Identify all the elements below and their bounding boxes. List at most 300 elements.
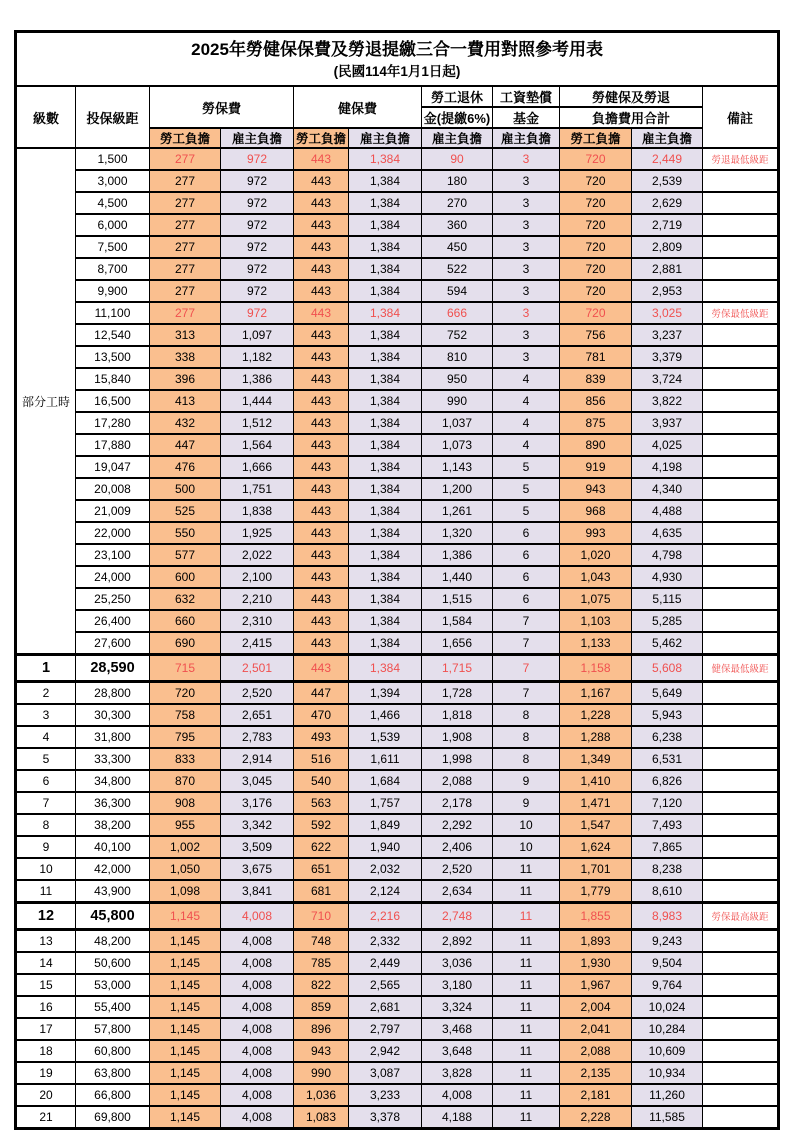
li-employee-cell: 955 bbox=[150, 814, 221, 836]
total-employer-cell: 11,260 bbox=[632, 1084, 703, 1106]
note-cell bbox=[703, 880, 779, 903]
bracket-cell: 17,280 bbox=[76, 412, 150, 434]
fund-employer-cell: 11 bbox=[493, 858, 560, 880]
level-cell: 9 bbox=[16, 836, 76, 858]
hi-employer-cell: 2,681 bbox=[349, 996, 422, 1018]
total-employee-cell: 1,471 bbox=[560, 792, 632, 814]
fund-employer-cell: 3 bbox=[493, 346, 560, 368]
total-employee-cell: 720 bbox=[560, 258, 632, 280]
li-employer-cell: 4,008 bbox=[221, 1062, 294, 1084]
total-employer-cell: 7,120 bbox=[632, 792, 703, 814]
table-row bbox=[16, 814, 779, 836]
total-employer-cell: 2,629 bbox=[632, 192, 703, 214]
pension-employer-cell: 90 bbox=[422, 148, 493, 170]
bracket-cell: 30,300 bbox=[76, 704, 150, 726]
bracket-cell: 9,900 bbox=[76, 280, 150, 302]
bracket-cell: 8,700 bbox=[76, 258, 150, 280]
level-cell: 4 bbox=[16, 726, 76, 748]
level-cell: 7 bbox=[16, 792, 76, 814]
li-employer-cell: 3,509 bbox=[221, 836, 294, 858]
pension-employer-cell: 2,634 bbox=[422, 880, 493, 903]
bracket-cell: 11,100 bbox=[76, 302, 150, 324]
hi-employee-cell: 443 bbox=[294, 214, 349, 236]
bracket-cell: 4,500 bbox=[76, 192, 150, 214]
table-row bbox=[16, 655, 779, 682]
level-cell: 19 bbox=[16, 1062, 76, 1084]
total-employee-cell: 1,075 bbox=[560, 588, 632, 610]
subheader-total-employee: 勞工負擔 bbox=[560, 128, 632, 148]
note-cell bbox=[703, 368, 779, 390]
header-wage-fund-line1: 工資墊償 bbox=[493, 86, 560, 107]
li-employer-cell: 2,501 bbox=[221, 655, 294, 682]
table-row bbox=[16, 1106, 779, 1129]
table-row bbox=[16, 258, 779, 280]
total-employee-cell: 2,228 bbox=[560, 1106, 632, 1129]
table-row bbox=[16, 148, 779, 170]
level-cell: 5 bbox=[16, 748, 76, 770]
total-employer-cell: 7,493 bbox=[632, 814, 703, 836]
total-employer-cell: 6,238 bbox=[632, 726, 703, 748]
li-employee-cell: 476 bbox=[150, 456, 221, 478]
hi-employee-cell: 447 bbox=[294, 682, 349, 705]
li-employee-cell: 396 bbox=[150, 368, 221, 390]
level-cell: 13 bbox=[16, 930, 76, 953]
bracket-cell: 25,250 bbox=[76, 588, 150, 610]
note-cell bbox=[703, 726, 779, 748]
hi-employer-cell: 3,378 bbox=[349, 1106, 422, 1129]
hi-employee-cell: 443 bbox=[294, 148, 349, 170]
fund-employer-cell: 11 bbox=[493, 996, 560, 1018]
fund-employer-cell: 3 bbox=[493, 302, 560, 324]
hi-employer-cell: 2,332 bbox=[349, 930, 422, 953]
fund-employer-cell: 11 bbox=[493, 1084, 560, 1106]
note-cell bbox=[703, 974, 779, 996]
pension-employer-cell: 2,892 bbox=[422, 930, 493, 953]
bracket-cell: 38,200 bbox=[76, 814, 150, 836]
li-employer-cell: 3,342 bbox=[221, 814, 294, 836]
pension-employer-cell: 450 bbox=[422, 236, 493, 258]
hi-employee-cell: 748 bbox=[294, 930, 349, 953]
bracket-cell: 36,300 bbox=[76, 792, 150, 814]
fund-employer-cell: 4 bbox=[493, 412, 560, 434]
li-employee-cell: 277 bbox=[150, 258, 221, 280]
total-employer-cell: 4,488 bbox=[632, 500, 703, 522]
li-employee-cell: 432 bbox=[150, 412, 221, 434]
fund-employer-cell: 3 bbox=[493, 280, 560, 302]
subheader-li-employee: 勞工負擔 bbox=[150, 128, 221, 148]
hi-employee-cell: 443 bbox=[294, 346, 349, 368]
hi-employer-cell: 1,539 bbox=[349, 726, 422, 748]
note-cell bbox=[703, 682, 779, 705]
hi-employer-cell: 1,384 bbox=[349, 346, 422, 368]
bracket-cell: 34,800 bbox=[76, 770, 150, 792]
hi-employer-cell: 1,384 bbox=[349, 324, 422, 346]
hi-employee-cell: 443 bbox=[294, 390, 349, 412]
pension-employer-cell: 594 bbox=[422, 280, 493, 302]
bracket-cell: 66,800 bbox=[76, 1084, 150, 1106]
note-cell bbox=[703, 456, 779, 478]
total-employer-cell: 10,934 bbox=[632, 1062, 703, 1084]
note-cell: 勞保最高級距 bbox=[703, 903, 779, 930]
pension-employer-cell: 522 bbox=[422, 258, 493, 280]
bracket-cell: 23,100 bbox=[76, 544, 150, 566]
fund-employer-cell: 3 bbox=[493, 192, 560, 214]
subheader-hi-employer: 雇主負擔 bbox=[349, 128, 422, 148]
note-cell bbox=[703, 346, 779, 368]
note-cell bbox=[703, 610, 779, 632]
note-cell bbox=[703, 770, 779, 792]
hi-employee-cell: 443 bbox=[294, 412, 349, 434]
hi-employer-cell: 2,797 bbox=[349, 1018, 422, 1040]
hi-employer-cell: 1,384 bbox=[349, 500, 422, 522]
bracket-cell: 20,008 bbox=[76, 478, 150, 500]
hi-employer-cell: 1,384 bbox=[349, 522, 422, 544]
li-employee-cell: 525 bbox=[150, 500, 221, 522]
bracket-cell: 15,840 bbox=[76, 368, 150, 390]
li-employee-cell: 1,145 bbox=[150, 974, 221, 996]
hi-employer-cell: 1,757 bbox=[349, 792, 422, 814]
li-employee-cell: 277 bbox=[150, 280, 221, 302]
title-block bbox=[16, 32, 779, 87]
total-employer-cell: 4,635 bbox=[632, 522, 703, 544]
hi-employer-cell: 1,384 bbox=[349, 148, 422, 170]
li-employer-cell: 3,176 bbox=[221, 792, 294, 814]
pension-employer-cell: 752 bbox=[422, 324, 493, 346]
pension-employer-cell: 1,656 bbox=[422, 632, 493, 655]
hi-employee-cell: 592 bbox=[294, 814, 349, 836]
note-cell bbox=[703, 858, 779, 880]
header-pension-line1: 勞工退休 bbox=[422, 86, 493, 107]
hi-employer-cell: 1,384 bbox=[349, 258, 422, 280]
hi-employee-cell: 710 bbox=[294, 903, 349, 930]
fee-comparison-table bbox=[14, 30, 780, 1130]
li-employer-cell: 4,008 bbox=[221, 1040, 294, 1062]
fund-employer-cell: 11 bbox=[493, 903, 560, 930]
note-cell bbox=[703, 500, 779, 522]
note-cell bbox=[703, 792, 779, 814]
total-employee-cell: 1,779 bbox=[560, 880, 632, 903]
fund-employer-cell: 10 bbox=[493, 836, 560, 858]
level-cell: 20 bbox=[16, 1084, 76, 1106]
hi-employee-cell: 493 bbox=[294, 726, 349, 748]
hi-employer-cell: 2,032 bbox=[349, 858, 422, 880]
fund-employer-cell: 3 bbox=[493, 236, 560, 258]
total-employer-cell: 2,809 bbox=[632, 236, 703, 258]
total-employee-cell: 1,410 bbox=[560, 770, 632, 792]
table-row bbox=[16, 544, 779, 566]
hi-employer-cell: 1,384 bbox=[349, 236, 422, 258]
total-employer-cell: 10,284 bbox=[632, 1018, 703, 1040]
level-cell: 17 bbox=[16, 1018, 76, 1040]
pension-employer-cell: 360 bbox=[422, 214, 493, 236]
total-employer-cell: 3,937 bbox=[632, 412, 703, 434]
fund-employer-cell: 7 bbox=[493, 655, 560, 682]
bracket-cell: 40,100 bbox=[76, 836, 150, 858]
pension-employer-cell: 4,188 bbox=[422, 1106, 493, 1129]
pension-employer-cell: 2,178 bbox=[422, 792, 493, 814]
total-employer-cell: 11,585 bbox=[632, 1106, 703, 1129]
table-row bbox=[16, 996, 779, 1018]
subheader-total-employer: 雇主負擔 bbox=[632, 128, 703, 148]
li-employee-cell: 550 bbox=[150, 522, 221, 544]
total-employer-cell: 2,719 bbox=[632, 214, 703, 236]
note-cell bbox=[703, 1084, 779, 1106]
fund-employer-cell: 3 bbox=[493, 258, 560, 280]
total-employee-cell: 2,041 bbox=[560, 1018, 632, 1040]
bracket-cell: 16,500 bbox=[76, 390, 150, 412]
pension-employer-cell: 990 bbox=[422, 390, 493, 412]
table-row bbox=[16, 1062, 779, 1084]
fund-employer-cell: 4 bbox=[493, 368, 560, 390]
total-employee-cell: 2,181 bbox=[560, 1084, 632, 1106]
hi-employer-cell: 2,124 bbox=[349, 880, 422, 903]
fund-employer-cell: 6 bbox=[493, 588, 560, 610]
li-employer-cell: 972 bbox=[221, 214, 294, 236]
total-employee-cell: 1,893 bbox=[560, 930, 632, 953]
total-employee-cell: 839 bbox=[560, 368, 632, 390]
li-employee-cell: 277 bbox=[150, 148, 221, 170]
hi-employer-cell: 1,940 bbox=[349, 836, 422, 858]
pension-employer-cell: 2,748 bbox=[422, 903, 493, 930]
li-employer-cell: 2,022 bbox=[221, 544, 294, 566]
fund-employer-cell: 3 bbox=[493, 214, 560, 236]
hi-employer-cell: 1,384 bbox=[349, 192, 422, 214]
subheader-li-employer: 雇主負擔 bbox=[221, 128, 294, 148]
bracket-cell: 33,300 bbox=[76, 748, 150, 770]
total-employee-cell: 1,701 bbox=[560, 858, 632, 880]
table-row bbox=[16, 302, 779, 324]
fund-employer-cell: 11 bbox=[493, 1062, 560, 1084]
li-employer-cell: 4,008 bbox=[221, 903, 294, 930]
li-employer-cell: 2,651 bbox=[221, 704, 294, 726]
bracket-cell: 55,400 bbox=[76, 996, 150, 1018]
table-row bbox=[16, 500, 779, 522]
bracket-cell: 63,800 bbox=[76, 1062, 150, 1084]
total-employer-cell: 10,024 bbox=[632, 996, 703, 1018]
hi-employer-cell: 2,565 bbox=[349, 974, 422, 996]
hi-employee-cell: 822 bbox=[294, 974, 349, 996]
hi-employee-cell: 443 bbox=[294, 434, 349, 456]
pension-employer-cell: 1,818 bbox=[422, 704, 493, 726]
bracket-cell: 69,800 bbox=[76, 1106, 150, 1129]
bracket-cell: 50,600 bbox=[76, 952, 150, 974]
hi-employer-cell: 1,384 bbox=[349, 544, 422, 566]
bracket-cell: 7,500 bbox=[76, 236, 150, 258]
subheader-hi-employee: 勞工負擔 bbox=[294, 128, 349, 148]
fund-employer-cell: 5 bbox=[493, 456, 560, 478]
hi-employer-cell: 1,384 bbox=[349, 434, 422, 456]
li-employee-cell: 277 bbox=[150, 236, 221, 258]
hi-employer-cell: 1,384 bbox=[349, 170, 422, 192]
bracket-cell: 53,000 bbox=[76, 974, 150, 996]
total-employee-cell: 1,158 bbox=[560, 655, 632, 682]
table-row bbox=[16, 880, 779, 903]
total-employee-cell: 856 bbox=[560, 390, 632, 412]
note-cell bbox=[703, 214, 779, 236]
hi-employee-cell: 896 bbox=[294, 1018, 349, 1040]
pension-employer-cell: 1,728 bbox=[422, 682, 493, 705]
level-cell: 1 bbox=[16, 655, 76, 682]
header-total-line2: 負擔費用合計 bbox=[560, 107, 703, 128]
total-employer-cell: 2,881 bbox=[632, 258, 703, 280]
li-employee-cell: 1,145 bbox=[150, 996, 221, 1018]
total-employer-cell: 8,610 bbox=[632, 880, 703, 903]
total-employee-cell: 1,349 bbox=[560, 748, 632, 770]
li-employee-cell: 338 bbox=[150, 346, 221, 368]
note-cell bbox=[703, 1018, 779, 1040]
li-employee-cell: 277 bbox=[150, 214, 221, 236]
note-cell bbox=[703, 566, 779, 588]
bracket-cell: 1,500 bbox=[76, 148, 150, 170]
pension-employer-cell: 1,440 bbox=[422, 566, 493, 588]
total-employer-cell: 5,285 bbox=[632, 610, 703, 632]
total-employer-cell: 5,115 bbox=[632, 588, 703, 610]
table-row bbox=[16, 682, 779, 705]
note-cell bbox=[703, 170, 779, 192]
li-employer-cell: 1,666 bbox=[221, 456, 294, 478]
li-employee-cell: 1,002 bbox=[150, 836, 221, 858]
hi-employer-cell: 2,216 bbox=[349, 903, 422, 930]
hi-employee-cell: 443 bbox=[294, 236, 349, 258]
note-cell: 健保最低級距 bbox=[703, 655, 779, 682]
li-employee-cell: 690 bbox=[150, 632, 221, 655]
hi-employer-cell: 1,384 bbox=[349, 655, 422, 682]
hi-employer-cell: 1,384 bbox=[349, 368, 422, 390]
li-employer-cell: 972 bbox=[221, 192, 294, 214]
pension-employer-cell: 1,073 bbox=[422, 434, 493, 456]
subheader-pension-employer: 雇主負擔 bbox=[422, 128, 493, 148]
li-employer-cell: 1,838 bbox=[221, 500, 294, 522]
total-employee-cell: 1,855 bbox=[560, 903, 632, 930]
total-employee-cell: 1,167 bbox=[560, 682, 632, 705]
pension-employer-cell: 3,468 bbox=[422, 1018, 493, 1040]
table-row bbox=[16, 974, 779, 996]
li-employer-cell: 1,182 bbox=[221, 346, 294, 368]
note-cell bbox=[703, 324, 779, 346]
li-employee-cell: 1,145 bbox=[150, 930, 221, 953]
note-cell bbox=[703, 996, 779, 1018]
note-cell bbox=[703, 952, 779, 974]
pension-employer-cell: 4,008 bbox=[422, 1084, 493, 1106]
li-employer-cell: 972 bbox=[221, 148, 294, 170]
hi-employee-cell: 859 bbox=[294, 996, 349, 1018]
li-employee-cell: 1,145 bbox=[150, 1040, 221, 1062]
hi-employer-cell: 2,449 bbox=[349, 952, 422, 974]
note-cell bbox=[703, 280, 779, 302]
level-cell: 6 bbox=[16, 770, 76, 792]
note-cell bbox=[703, 632, 779, 655]
fund-employer-cell: 3 bbox=[493, 324, 560, 346]
bracket-cell: 42,000 bbox=[76, 858, 150, 880]
total-employee-cell: 943 bbox=[560, 478, 632, 500]
pension-employer-cell: 3,036 bbox=[422, 952, 493, 974]
li-employee-cell: 277 bbox=[150, 302, 221, 324]
hi-employee-cell: 443 bbox=[294, 302, 349, 324]
li-employee-cell: 1,145 bbox=[150, 952, 221, 974]
header-health-insurance: 健保費 bbox=[294, 86, 422, 128]
li-employer-cell: 972 bbox=[221, 170, 294, 192]
fund-employer-cell: 11 bbox=[493, 930, 560, 953]
hi-employee-cell: 443 bbox=[294, 655, 349, 682]
table-row bbox=[16, 214, 779, 236]
bracket-cell: 21,009 bbox=[76, 500, 150, 522]
table-row bbox=[16, 1040, 779, 1062]
note-cell bbox=[703, 588, 779, 610]
hi-employee-cell: 443 bbox=[294, 544, 349, 566]
part-time-label: 部分工時 bbox=[16, 148, 76, 655]
pension-employer-cell: 3,828 bbox=[422, 1062, 493, 1084]
fund-employer-cell: 5 bbox=[493, 478, 560, 500]
table-row bbox=[16, 280, 779, 302]
hi-employee-cell: 443 bbox=[294, 456, 349, 478]
total-employer-cell: 6,826 bbox=[632, 770, 703, 792]
li-employer-cell: 1,512 bbox=[221, 412, 294, 434]
fund-employer-cell: 10 bbox=[493, 814, 560, 836]
total-employer-cell: 4,198 bbox=[632, 456, 703, 478]
li-employer-cell: 972 bbox=[221, 258, 294, 280]
hi-employer-cell: 1,684 bbox=[349, 770, 422, 792]
li-employer-cell: 3,675 bbox=[221, 858, 294, 880]
note-cell bbox=[703, 704, 779, 726]
pension-employer-cell: 270 bbox=[422, 192, 493, 214]
total-employee-cell: 1,930 bbox=[560, 952, 632, 974]
header-pension-line2: 金(提繳6%) bbox=[422, 107, 493, 128]
li-employer-cell: 4,008 bbox=[221, 930, 294, 953]
hi-employer-cell: 1,384 bbox=[349, 280, 422, 302]
pension-employer-cell: 1,715 bbox=[422, 655, 493, 682]
fund-employer-cell: 11 bbox=[493, 1018, 560, 1040]
hi-employee-cell: 622 bbox=[294, 836, 349, 858]
table-row bbox=[16, 610, 779, 632]
li-employee-cell: 500 bbox=[150, 478, 221, 500]
hi-employee-cell: 443 bbox=[294, 566, 349, 588]
total-employee-cell: 2,004 bbox=[560, 996, 632, 1018]
li-employer-cell: 1,386 bbox=[221, 368, 294, 390]
total-employer-cell: 3,822 bbox=[632, 390, 703, 412]
bracket-cell: 12,540 bbox=[76, 324, 150, 346]
note-cell bbox=[703, 412, 779, 434]
total-employee-cell: 1,288 bbox=[560, 726, 632, 748]
total-employee-cell: 875 bbox=[560, 412, 632, 434]
table-row bbox=[16, 858, 779, 880]
hi-employer-cell: 1,466 bbox=[349, 704, 422, 726]
hi-employee-cell: 443 bbox=[294, 478, 349, 500]
total-employee-cell: 720 bbox=[560, 280, 632, 302]
bracket-cell: 17,880 bbox=[76, 434, 150, 456]
li-employer-cell: 2,100 bbox=[221, 566, 294, 588]
pension-employer-cell: 1,584 bbox=[422, 610, 493, 632]
li-employee-cell: 447 bbox=[150, 434, 221, 456]
header-level: 級數 bbox=[16, 86, 76, 148]
hi-employer-cell: 1,384 bbox=[349, 632, 422, 655]
pension-employer-cell: 666 bbox=[422, 302, 493, 324]
header-wage-fund-line2: 基金 bbox=[493, 107, 560, 128]
bracket-cell: 22,000 bbox=[76, 522, 150, 544]
level-cell: 2 bbox=[16, 682, 76, 705]
bracket-cell: 60,800 bbox=[76, 1040, 150, 1062]
li-employee-cell: 1,145 bbox=[150, 1062, 221, 1084]
total-employer-cell: 6,531 bbox=[632, 748, 703, 770]
bracket-cell: 43,900 bbox=[76, 880, 150, 903]
pension-employer-cell: 950 bbox=[422, 368, 493, 390]
hi-employee-cell: 1,083 bbox=[294, 1106, 349, 1129]
fund-employer-cell: 9 bbox=[493, 792, 560, 814]
hi-employer-cell: 2,942 bbox=[349, 1040, 422, 1062]
bracket-cell: 57,800 bbox=[76, 1018, 150, 1040]
level-cell: 10 bbox=[16, 858, 76, 880]
total-employee-cell: 890 bbox=[560, 434, 632, 456]
note-cell bbox=[703, 836, 779, 858]
